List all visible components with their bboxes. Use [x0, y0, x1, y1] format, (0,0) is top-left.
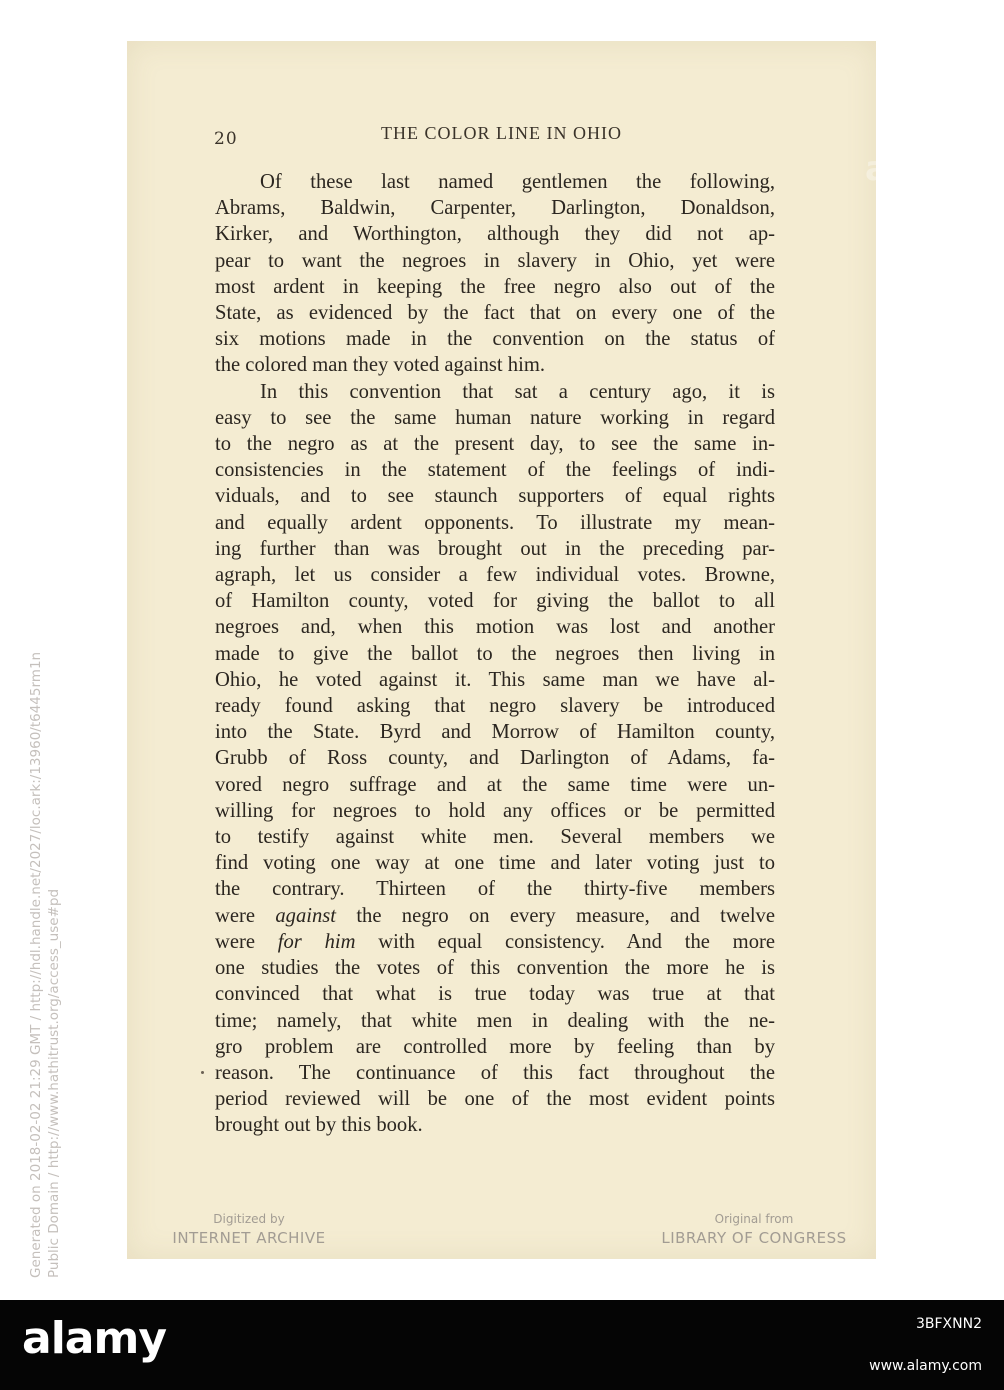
text-line: one studies the votes of this convention the more he is — [215, 957, 775, 980]
text-line: willing for negroes to hold any offices or be permitted — [215, 799, 775, 822]
text-line: brought out by this book. — [215, 1114, 423, 1137]
text-line: State, as evidenced by the fact that on every one of the — [215, 302, 775, 325]
emphasis-for-him: for him — [277, 930, 356, 953]
text-line: time; namely, that white men in dealing with the ne- — [215, 1009, 775, 1032]
emphasis-against: against — [275, 904, 336, 927]
text-line: Ohio, he voted against it. This same man we have al- — [215, 668, 775, 691]
alamy-watermark-overlay: alamy — [865, 149, 981, 189]
text-line: to the negro as at the present day, to see the same in- — [215, 433, 775, 456]
text-line: reason. The continuance of this fact throughout the — [215, 1061, 775, 1084]
text-fragment: were — [215, 904, 276, 927]
text-line: Of these last named gentlemen the following, — [260, 171, 775, 193]
text-line: most ardent in keeping the free negro also out of the — [215, 275, 775, 298]
footer-left-caption: Digitized by — [213, 1212, 285, 1226]
text-line: and equally ardent opponents. To illustrate my mean- — [215, 511, 775, 534]
text-line: agraph, let us consider a few individual votes. Browne, — [215, 564, 775, 587]
text-line: made to give the ballot to the negroes then living in — [215, 642, 775, 665]
page-number: 20 — [214, 129, 238, 149]
footer-digitized-by — [169, 1211, 329, 1249]
text-line: In this convention that sat a century ago, it is — [260, 380, 775, 403]
text-line: the contrary. Thirteen of the thirty-five members — [215, 878, 775, 901]
footer-left-source: INTERNET ARCHIVE — [172, 1229, 326, 1247]
text-line: easy to see the same human nature working in regard — [215, 406, 775, 429]
text-line-with-emphasis — [215, 903, 775, 929]
running-head: THE COLOR LINE IN OHIO — [381, 123, 622, 143]
hathitrust-generation-watermark: Generated on 2018-02-02 21:29 GMT / http://hdl.handle.net/2027/loc.ark:/13960/t6445rm1n — [28, 651, 44, 1278]
text-line: gro problem are controlled more by feeling than by — [215, 1035, 775, 1058]
text-line: consistencies in the statement of the feelings of indi- — [215, 459, 775, 482]
footer-right-caption: Original from — [714, 1212, 794, 1226]
text-fragment: with equal consistency. And the more — [355, 930, 775, 953]
scanned-book-page — [127, 41, 981, 1259]
text-line: convinced that what is true today was true at that — [215, 983, 775, 1006]
body-text — [215, 169, 775, 1139]
alamy-logo: alamy — [22, 1313, 166, 1364]
text-line: to testify against white men. Several members we — [215, 826, 775, 849]
text-line: ready found asking that negro slavery be introduced — [215, 695, 775, 718]
text-line: the colored man they voted against him. — [215, 354, 545, 377]
image-id: 3BFXNN2 — [915, 1316, 982, 1332]
hathitrust-rights-watermark: Public Domain / http://www.hathitrust.org/access_use#pd — [46, 888, 62, 1278]
footer-original-from — [654, 1211, 854, 1249]
stock-site-url: www.alamy.com — [869, 1358, 982, 1374]
footer-right-source: LIBRARY OF CONGRESS — [661, 1229, 847, 1247]
text-line: Grubb of Ross county, and Darlington of Adams, fa- — [215, 747, 775, 770]
text-line: pear to want the negroes in slavery in Ohio, yet were — [215, 249, 775, 272]
text-line: Abrams, Baldwin, Carpenter, Darlington, Donaldson, — [215, 197, 775, 220]
text-line: ing further than was brought out in the preceding par- — [215, 537, 775, 560]
stray-print-mark — [201, 1071, 204, 1074]
text-line: six motions made in the convention on the status of — [215, 328, 775, 351]
text-line: into the State. Byrd and Morrow of Hamilton county, — [215, 721, 775, 744]
text-line: Kirker, and Worthington, although they did not ap- — [215, 223, 775, 246]
text-fragment: were — [215, 930, 278, 953]
text-line: find voting one way at one time and later voting just to — [215, 852, 775, 875]
text-line: viduals, and to see staunch supporters of equal rights — [215, 485, 775, 508]
text-fragment: the negro on every measure, and twelve — [336, 904, 775, 927]
text-line: vored negro suffrage and at the same time were un- — [215, 773, 775, 796]
text-line: negroes and, when this motion was lost and another — [215, 616, 775, 639]
text-line: of Hamilton county, voted for giving the ballot to all — [215, 590, 775, 613]
text-line-with-emphasis — [215, 929, 775, 955]
text-line: period reviewed will be one of the most evident points — [215, 1088, 775, 1111]
